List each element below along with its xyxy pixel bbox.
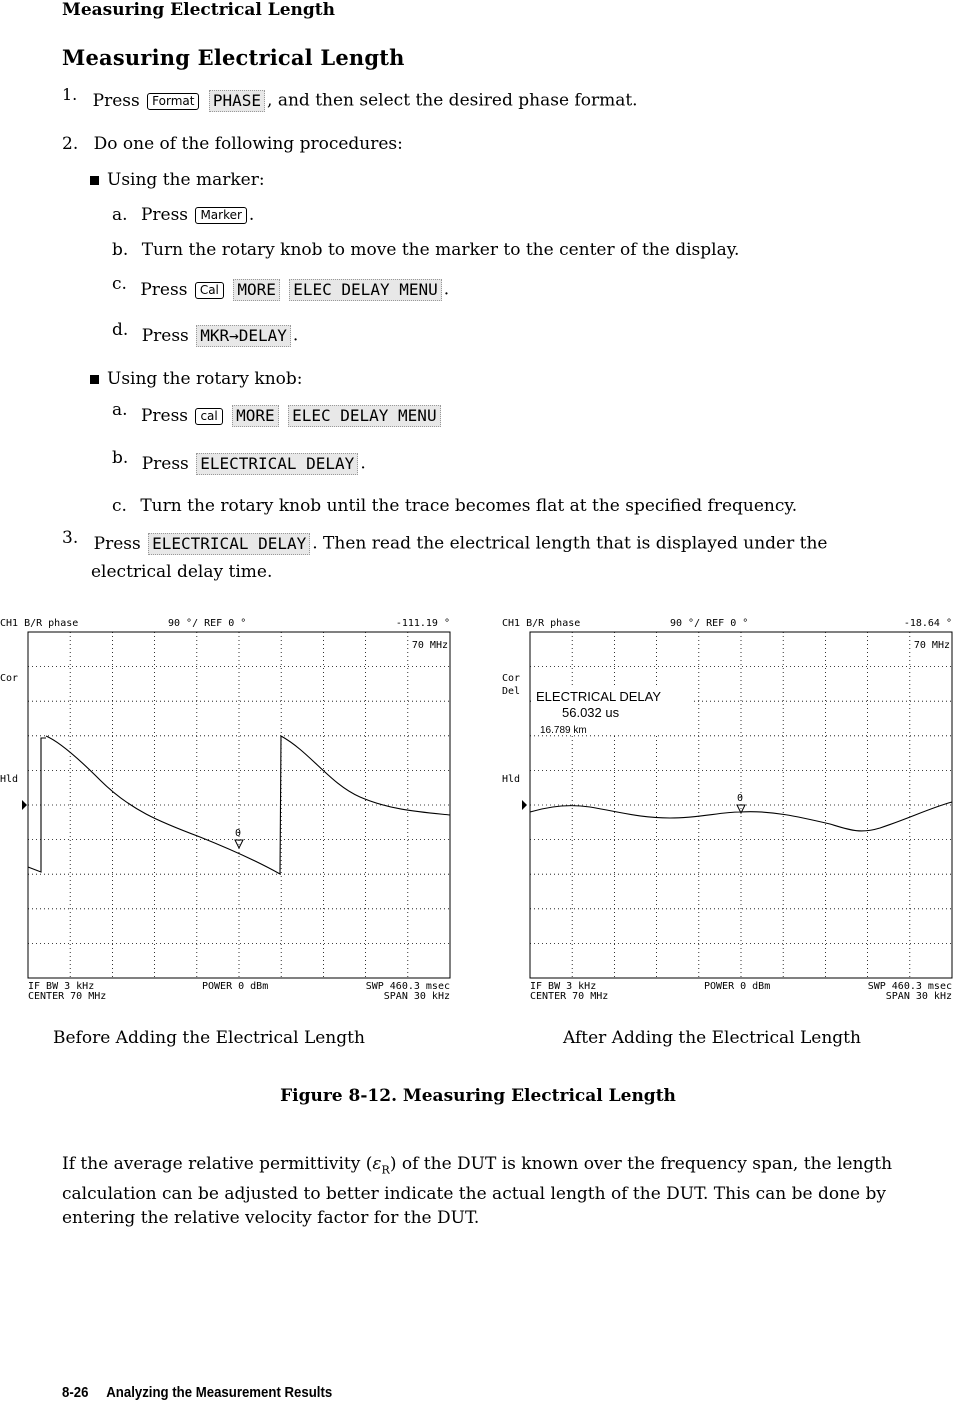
channel-label: CH1 B/R phase: [0, 618, 79, 629]
more-softkey[interactable]: MORE: [233, 279, 280, 301]
scale-label: 90 °/ REF 0 °: [670, 618, 749, 629]
running-header: Measuring Electrical Length: [62, 0, 335, 20]
knob-procedure-title: [90, 369, 303, 389]
epsilon-symbol: ε: [372, 1154, 382, 1174]
before-caption: Before Adding the Electrical Length: [53, 1028, 365, 1048]
cal-key[interactable]: cal: [195, 408, 222, 425]
after-screen: [500, 612, 956, 1004]
figure-caption: Figure 8-12. Measuring Electrical Length: [280, 1086, 676, 1106]
sweep-time: SWP 460.3 msec: [867, 981, 952, 992]
electrical-delay-softkey[interactable]: ELECTRICAL DELAY: [196, 453, 358, 475]
knob-step-b: [112, 447, 366, 475]
step-number: d.: [112, 319, 129, 340]
electrical-delay-label: ELECTRICAL DELAY: [536, 689, 661, 704]
step-text: .: [443, 279, 450, 300]
knob-step-a: [112, 399, 443, 427]
step-3-line-2: electrical delay time.: [91, 562, 273, 582]
step-number: a.: [112, 399, 128, 420]
permittivity-paragraph: [62, 1152, 952, 1230]
step-2: [62, 134, 403, 154]
step-text: Turn the rotary knob until the trace becomes flat at the specified frequency.: [140, 496, 798, 516]
knob-step-c: [112, 496, 797, 516]
hold-annotation: Hld: [502, 774, 521, 785]
marker-frequency: 70 MHz: [913, 640, 950, 651]
del-annotation: Del: [502, 686, 521, 697]
elec-delay-menu-softkey[interactable]: ELEC DELAY MENU: [289, 279, 442, 301]
step-text: Press: [141, 325, 189, 346]
electrical-length-value: 16.789 km: [540, 725, 587, 736]
channel-label: CH1 B/R phase: [502, 618, 581, 629]
step-number: a.: [112, 205, 128, 225]
power-level: POWER 0 dBm: [704, 981, 771, 992]
more-softkey[interactable]: MORE: [232, 405, 279, 427]
cor-annotation: Cor: [0, 673, 19, 684]
cal-key[interactable]: Cal: [195, 282, 224, 299]
power-level: POWER 0 dBm: [202, 981, 269, 992]
scale-label: 90 °/ REF 0 °: [168, 618, 247, 629]
step-text: Press: [93, 533, 141, 554]
step-text: Press: [140, 279, 188, 300]
marker-step-d: [112, 319, 299, 347]
step-text: Press: [92, 90, 140, 111]
step-text: Press: [141, 453, 189, 474]
marker-number: 0: [235, 828, 242, 839]
marker-frequency: 70 MHz: [411, 640, 448, 651]
center-frequency: CENTER 70 MHz: [530, 991, 609, 1002]
after-caption: After Adding the Electrical Length: [563, 1028, 861, 1048]
step-number: c.: [112, 273, 127, 294]
before-screen: [0, 612, 460, 1004]
step-number: b.: [112, 240, 129, 260]
reference-pointer-icon: [522, 800, 527, 810]
marker-step-b: [112, 240, 739, 260]
electrical-delay-value: 56.032 us: [562, 705, 620, 720]
marker-step-c: [112, 273, 450, 301]
reference-pointer-icon: [22, 800, 27, 810]
hold-annotation: Hld: [0, 774, 19, 785]
if-bandwidth: IF BW 3 kHz: [530, 981, 597, 992]
step-text: Press: [140, 405, 189, 426]
bullet-icon: [90, 375, 99, 384]
step-text: Do one of the following procedures:: [93, 134, 403, 154]
graticule-grid: [28, 632, 450, 978]
step-text: .: [360, 453, 366, 474]
if-bandwidth: IF BW 3 kHz: [28, 981, 95, 992]
step-text: .: [248, 205, 255, 225]
phase-softkey[interactable]: PHASE: [209, 90, 265, 112]
marker-step-a: [112, 205, 254, 225]
step-number: 2.: [62, 134, 79, 154]
section-heading: Measuring Electrical Length: [62, 45, 405, 70]
sweep-time: SWP 460.3 msec: [365, 981, 450, 992]
step-3: [62, 527, 828, 555]
step-number: 3.: [62, 527, 79, 548]
marker-procedure-title: [90, 170, 265, 190]
epsilon-subscript: R: [381, 1163, 390, 1177]
paragraph-text: If the average relative permittivity (: [62, 1154, 373, 1174]
span: SPAN 30 kHz: [383, 991, 450, 1002]
bullet-text: Using the marker:: [107, 170, 265, 190]
step-text: . Then read the electrical length that is displayed under the: [312, 533, 828, 554]
step-text: Turn the rotary knob to move the marker to the center of the display.: [141, 240, 740, 260]
step-text: , and then select the desired phase format.: [267, 90, 638, 111]
page-footer: 8-26 Analyzing the Measurement Results: [62, 1384, 333, 1401]
step-text: .: [292, 325, 299, 346]
step-text: Press: [140, 205, 189, 225]
bullet-icon: [90, 176, 99, 185]
marker-value: -111.19 °: [395, 618, 450, 629]
step-number: b.: [112, 447, 129, 468]
mkr-delay-softkey[interactable]: MKR→DELAY: [196, 325, 291, 347]
electrical-delay-softkey[interactable]: ELECTRICAL DELAY: [148, 533, 310, 555]
bullet-text: Using the rotary knob:: [107, 369, 303, 389]
step-number: c.: [112, 496, 127, 516]
center-frequency: CENTER 70 MHz: [28, 991, 107, 1002]
marker-number: 0: [737, 793, 744, 804]
marker-key[interactable]: Marker: [195, 207, 246, 224]
cor-annotation: Cor: [502, 673, 521, 684]
elec-delay-menu-softkey[interactable]: ELEC DELAY MENU: [288, 405, 441, 427]
paragraph-text: ) of the DUT is known over the frequency span, the length calculation can be adjusted to better indicate the actual length of the DUT. This can be done by entering the relative velocity factor for the DUT.: [62, 1154, 893, 1229]
step-1: [62, 84, 638, 112]
step-number: 1.: [62, 84, 78, 104]
format-key[interactable]: Format: [147, 93, 199, 110]
span: SPAN 30 kHz: [885, 991, 952, 1002]
marker-value: -18.64 °: [903, 618, 952, 629]
